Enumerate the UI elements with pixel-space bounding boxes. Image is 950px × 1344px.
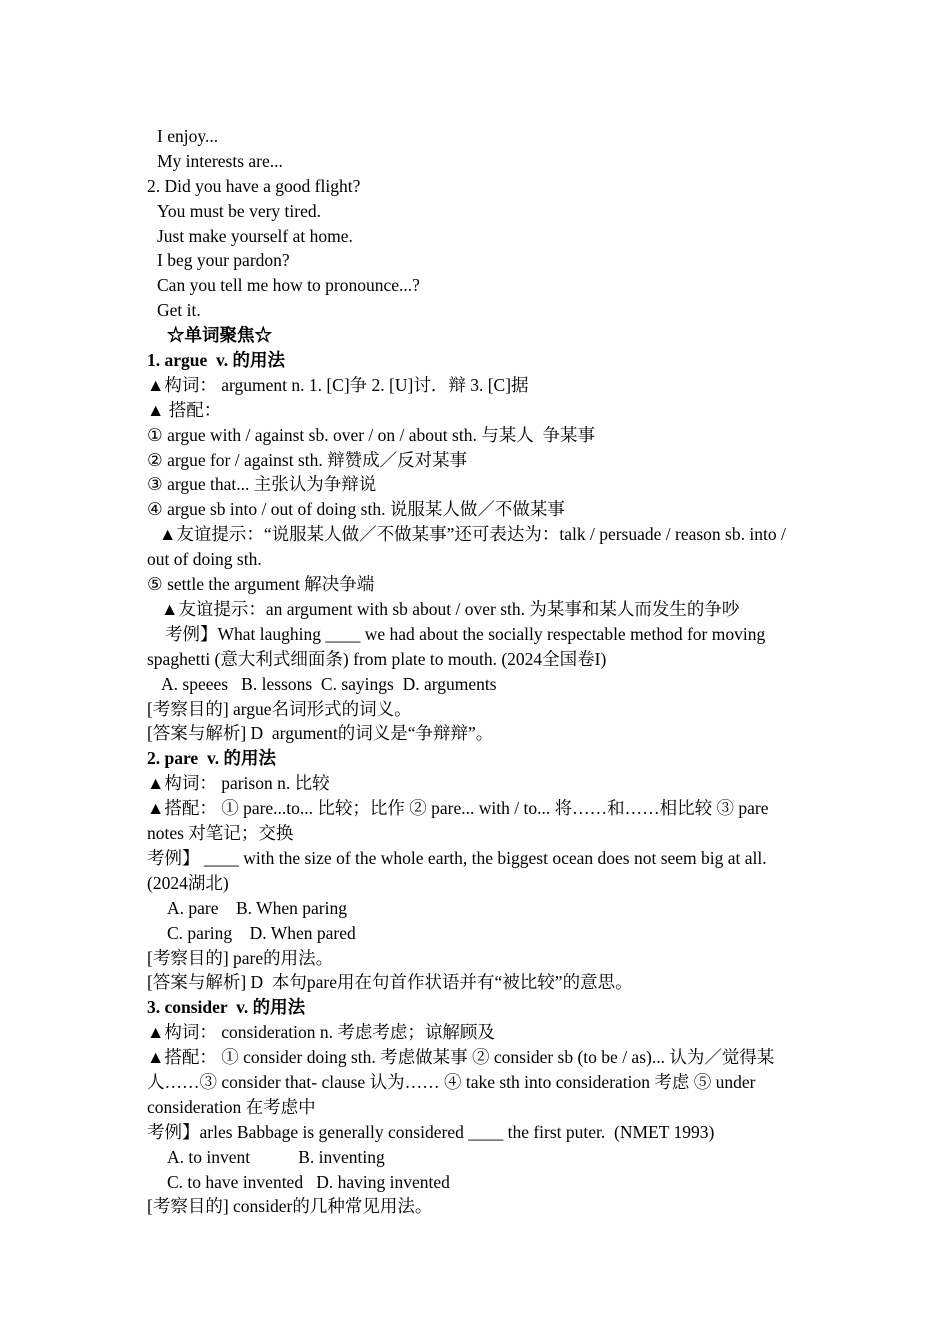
answer-options: A. pare B. When paring [167,897,347,918]
text-line: You must be very tired. [157,200,321,221]
text-paragraph: ▲搭配： ① consider doing sth. 考虑做某事 ② consider sb (to be / as)... 认为／觉得某人……③ consider that- clause 认为…… ④ take sth into consideration 考虑 ⑤ under consideration 在考虑中 [147,1047,775,1117]
text-line: [答案与解析] D 本句pare用在句首作状语并有“被比较”的意思。 [147,972,633,993]
text-line: [考察目的] consider的几种常见用法。 [147,1196,433,1217]
text-line: ▲ 搭配： [147,399,222,420]
text-line: I enjoy... [157,126,219,146]
text-line: Get it. [157,300,201,321]
text-line: I beg your pardon? [157,250,290,271]
exam-example: 考例】 ____ with the size of the whole earth, the biggest ocean does not seem big at all. (2024湖北) [147,847,767,893]
text-line: ④ argue sb into / out of doing sth. 说服某人做／不做某事 [147,499,565,520]
answer-options: A. to invent B. inventing [167,1146,385,1167]
text-paragraph: ▲搭配： ① pare...to... 比较；比作 ② pare... with / to... 将……和……相比较 ③ pare notes 对笔记；交换 [147,798,769,844]
text-line: ② argue for / against sth. 辩赞成／反对某事 [147,449,468,470]
text-line: ▲友谊提示：an argument with sb about / over sth. 为某事和某人而发生的争吵 [161,598,740,619]
text-line: ⑤ settle the argument 解决争端 [147,574,375,595]
text-paragraph: ▲友谊提示：“说服某人做／不做某事”还可表达为：talk / persuade / reason sb. into / out of doing sth. [147,524,786,570]
section-heading: ☆单词聚焦☆ [167,325,272,346]
answer-options: A. speees B. lessons C. sayings D. arguments [161,673,497,694]
word-heading: 2. pare v. 的用法 [147,748,276,769]
answer-options: C. to have invented D. having invented [167,1171,450,1192]
text-line: [考察目的] argue名词形式的词义。 [147,698,412,719]
word-heading: 3. consider v. 的用法 [147,997,306,1018]
text-line: ③ argue that... 主张认为争辩说 [147,474,377,495]
text-line: ① argue with / against sb. over / on / about sth. 与某人 争某事 [147,424,595,445]
word-heading: 1. argue v. 的用法 [147,350,286,371]
answer-options: C. paring D. When pared [167,922,356,943]
text-line: Just make yourself at home. [157,225,353,246]
document-page [147,124,807,1219]
text-line: [答案与解析] D argument的词义是“争辩辩”。 [147,723,494,744]
text-line: 2. Did you have a good flight? [147,175,361,196]
exam-example: 考例】arles Babbage is generally considered ____ the first puter. (NMET 1993) [147,1121,715,1142]
text-line: ▲构词： parison n. 比较 [147,773,330,794]
text-line: Can you tell me how to pronounce...? [157,275,420,296]
text-line: [考察目的] pare的用法。 [147,947,334,968]
exam-example: 考例】What laughing ____ we had about the socially respectable method for moving spaghetti (意大利式细面条) from plate to mouth. (2024全国卷I) [147,623,766,669]
text-line: ▲构词： argument n. 1. [C]争 2. [U]讨．辩 3. [C]据 [147,374,529,395]
text-line: ▲构词： consideration n. 考虑考虑；谅解顾及 [147,1022,495,1043]
text-line: My interests are... [157,150,283,171]
